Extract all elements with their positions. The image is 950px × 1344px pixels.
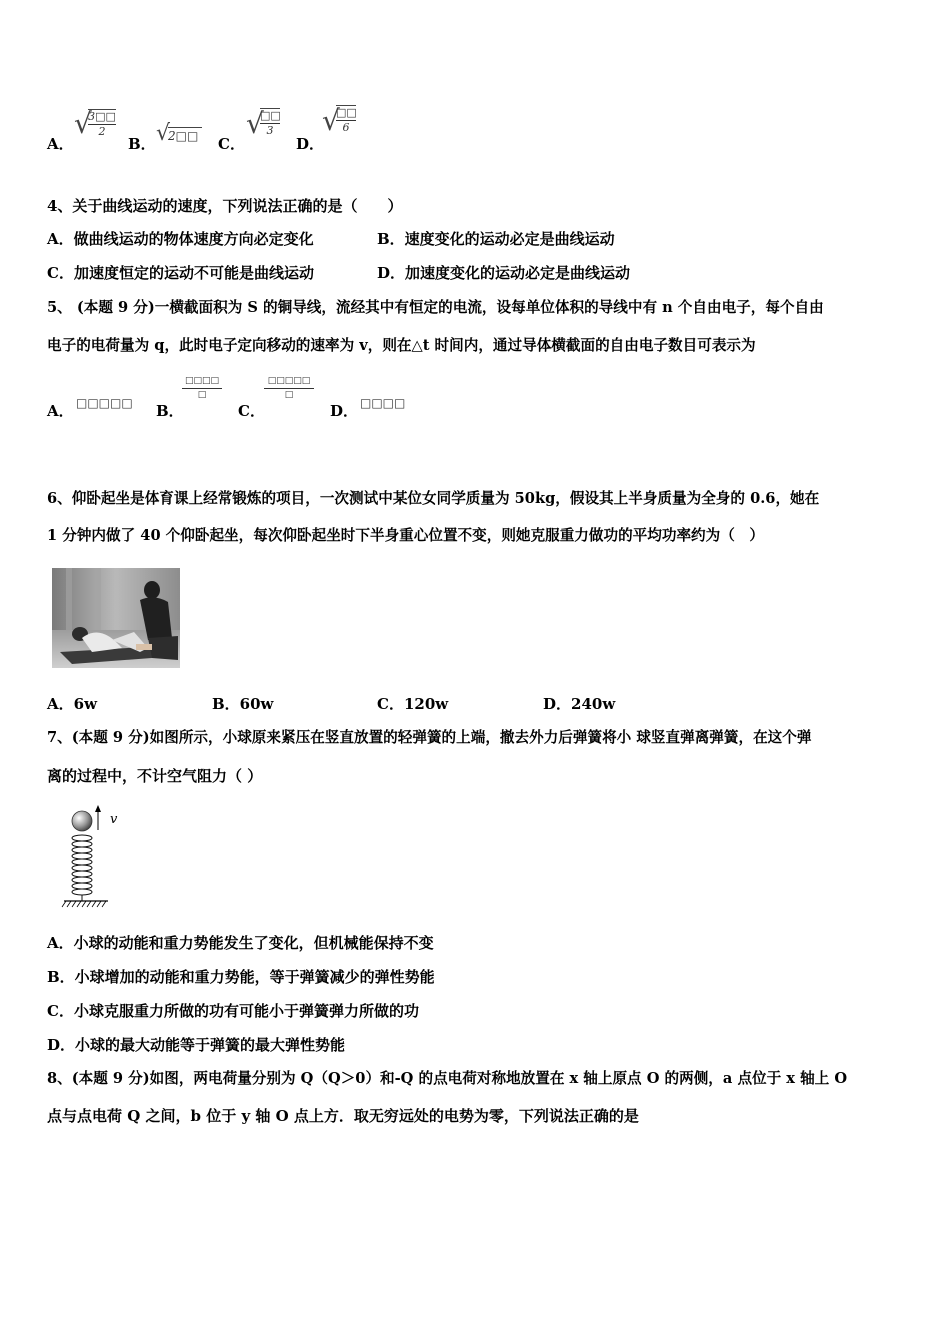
q3-option-d-label: D． [296, 135, 325, 153]
q5-c-denominator: □ [284, 390, 294, 400]
q5-stem-line1: 5、 (本题 9 分)一横截面积为 S 的铜导线，流经其中有恒定的电流，设每单位体积的导线中有 n 个自由电子，每个自由 [47, 299, 824, 316]
q3-d-numerator: □□ [336, 106, 357, 119]
q4-option-a: A．做曲线运动的物体速度方向必定变化 [47, 230, 314, 248]
q5-c-numerator: □□□□□ [267, 376, 311, 386]
q5-option-d-formula: □□□□ [360, 396, 406, 410]
q5-option-b-formula [182, 376, 222, 401]
q5-option-a-label: A． [47, 402, 74, 420]
q6-stem-line1: 6、仰卧起坐是体育课上经常锻炼的项目，一次测试中某位女同学质量为 50kg，假设其上半身质量为全身的 0.6，她在 [47, 490, 820, 507]
q5-stem-line2: 电子的电荷量为 q，此时电子定向移动的速率为 v，则在△t 时间内，通过导体横截面的自由电子数目可表示为 [47, 337, 756, 354]
situp-photo [52, 568, 180, 668]
q4-stem: 4、关于曲线运动的速度，下列说法正确的是（ ） [47, 197, 403, 215]
sqrt-symbol: √ [74, 107, 92, 140]
q6-stem-line2: 1 分钟内做了 40 个仰卧起坐，每次仰卧起坐时下半身重心位置不变，则她克服重力做功的平均功率约为（ ） [47, 527, 765, 544]
q8-stem-line1: 8、(本题 9 分)如图，两电荷量分别为 Q（Q＞0）和-Q 的点电荷对称地放置在 x 轴上原点 O 的两侧，a 点位于 x 轴上 O [47, 1070, 848, 1087]
q4-option-c: C．加速度恒定的运动不可能是曲线运动 [47, 264, 314, 282]
q6-option-c: C．120w [377, 695, 449, 713]
q5-option-b-label: B． [156, 402, 184, 420]
q7-stem-line1: 7、(本题 9 分)如图所示，小球原来紧压在竖直放置的轻弹簧的上端，撤去外力后弹簧将小 球竖直弹离弹簧，在这个弹 [47, 729, 812, 746]
q7-option-b: B．小球增加的动能和重力势能，等于弹簧减少的弹性势能 [47, 968, 435, 986]
q6-option-b: B．60w [212, 695, 274, 713]
q3-c-numerator: □□ [260, 109, 281, 122]
q5-b-denominator: □ [197, 390, 207, 400]
q4-option-d: D．加速度变化的运动必定是曲线运动 [377, 264, 631, 282]
q5-option-d-label: D． [330, 402, 359, 420]
q4-option-b: B．速度变化的运动必定是曲线运动 [377, 230, 615, 248]
q7-option-c: C．小球克服重力所做的功有可能小于弹簧弹力所做的功 [47, 1002, 419, 1020]
q8-stem-line2: 点与点电荷 Q 之间，b 位于 y 轴 O 点上方．取无穷远处的电势为零，下列说法正确的是 [47, 1107, 639, 1125]
q3-b-expression: 2□□ [168, 129, 199, 143]
q6-option-d: D．240w [543, 695, 616, 713]
q3-d-denominator: 6 [342, 121, 350, 134]
q7-option-a: A．小球的动能和重力势能发生了变化，但机械能保持不变 [47, 934, 434, 952]
q3-option-c-label: C． [218, 135, 245, 153]
spring-ball-figure [60, 804, 130, 914]
q5-option-c-formula [264, 376, 314, 401]
velocity-label: v [110, 812, 118, 827]
q5-option-c-label: C． [238, 402, 265, 420]
q7-option-d: D．小球的最大动能等于弹簧的最大弹性势能 [47, 1036, 346, 1054]
q6-option-a: A．6w [47, 695, 97, 713]
q5-option-a-formula: □□□□□ [76, 396, 133, 410]
q3-a-numerator: 3□□ [88, 110, 116, 123]
q3-c-denominator: 3 [266, 124, 274, 137]
q3-option-b-label: B． [128, 135, 156, 153]
q7-stem-line2: 离的过程中，不计空气阻力（ ） [47, 767, 263, 785]
q3-option-a-label: A． [47, 135, 74, 153]
q3-a-denominator: 2 [98, 125, 106, 138]
q5-b-numerator: □□□□ [184, 376, 219, 386]
